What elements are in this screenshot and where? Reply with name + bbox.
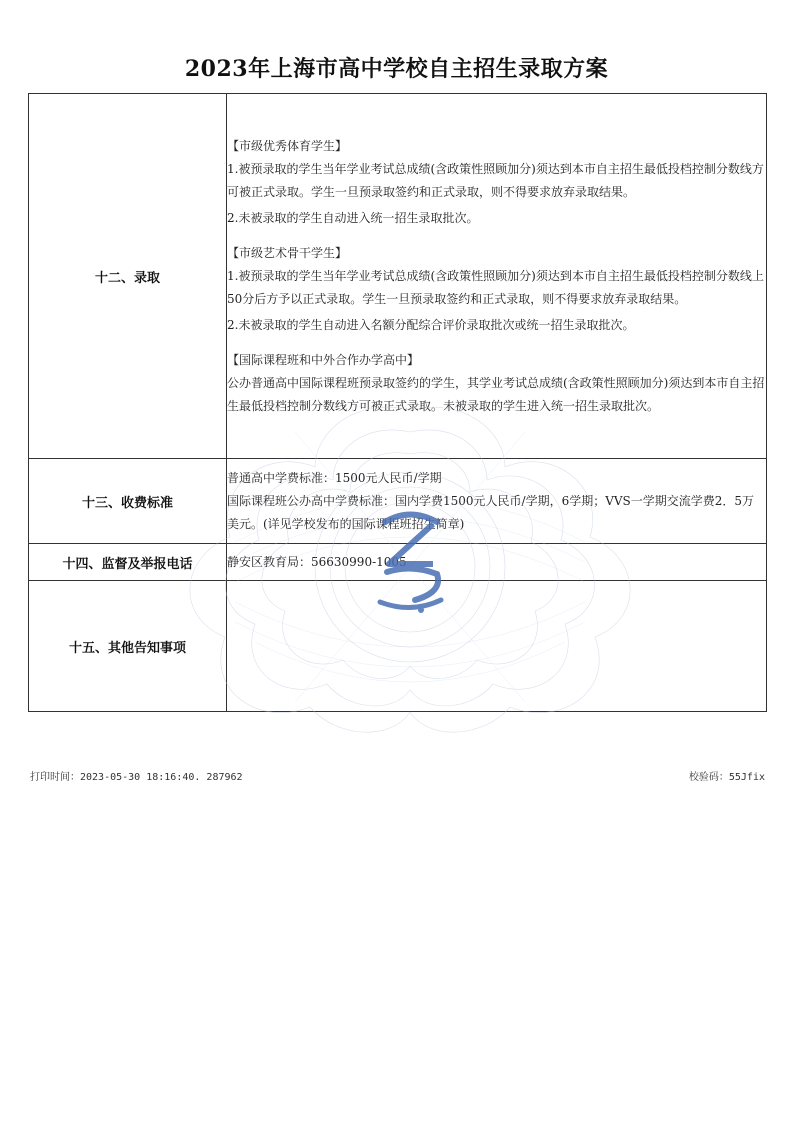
print-time: 打印时间：2023-05-30 18:16:40. 287962 (30, 772, 243, 783)
table-row (29, 544, 767, 581)
section-paragraph: 2.未被录取的学生自动进入统一招生录取批次。 (227, 210, 479, 225)
section-paragraph: 1.被预录取的学生当年学业考试总成绩(含政策性照顾加分)须达到本市自主招生最低投档控制分数线方可被正式录取。学生一旦预录取签约和正式录取，则不得要求放弃录取结果。 (227, 161, 764, 199)
row-content-fees (227, 459, 767, 544)
table-row (29, 581, 767, 712)
table-row (29, 459, 767, 544)
row-content-other-notices (227, 581, 767, 712)
document-title: 2023年上海市高中学校自主招生录取方案 (184, 56, 609, 82)
row-label-fees: 十三、收费标准 (29, 459, 227, 544)
section-heading-international: 【国际课程班和中外合作办学高中】 (227, 352, 420, 367)
row-content-admission (227, 94, 767, 459)
hotline-line: 静安区教育局：56630990-1005 (227, 554, 407, 569)
fee-line: 普通高中学费标准：1500元人民币/学期 (227, 470, 442, 485)
row-label-hotline: 十四、监督及举报电话 (29, 544, 227, 581)
fee-line: 国际课程班公办高中学费标准：国内学费1500元人民币/学期，6学期；VVS一学期交流学费2．5万美元。(详见学校发布的国际课程班招生简章) (227, 493, 755, 531)
section-heading-arts: 【市级艺术骨干学生】 (227, 245, 348, 260)
verify-code: 校验码：55Jfix (688, 772, 765, 783)
row-label-other-notices: 十五、其他告知事项 (29, 581, 227, 712)
admission-plan-table (28, 93, 767, 712)
row-content-hotline (227, 544, 767, 581)
section-paragraph: 公办普通高中国际课程班预录取签约的学生，其学业考试总成绩(含政策性照顾加分)须达到本市自主招生最低投档控制分数线方可被正式录取。未被录取的学生进入统一招生录取批次。 (227, 375, 765, 413)
section-heading-sports: 【市级优秀体育学生】 (227, 138, 348, 153)
section-paragraph: 2.未被录取的学生自动进入名额分配综合评价录取批次或统一招生录取批次。 (227, 317, 635, 332)
table-row (29, 94, 767, 459)
row-label-admission: 十二、录取 (29, 94, 227, 459)
section-paragraph: 1.被预录取的学生当年学业考试总成绩(含政策性照顾加分)须达到本市自主招生最低投档控制分数线上50分后方予以正式录取。学生一旦预录取签约和正式录取，则不得要求放弃录取结果。 (227, 268, 764, 306)
